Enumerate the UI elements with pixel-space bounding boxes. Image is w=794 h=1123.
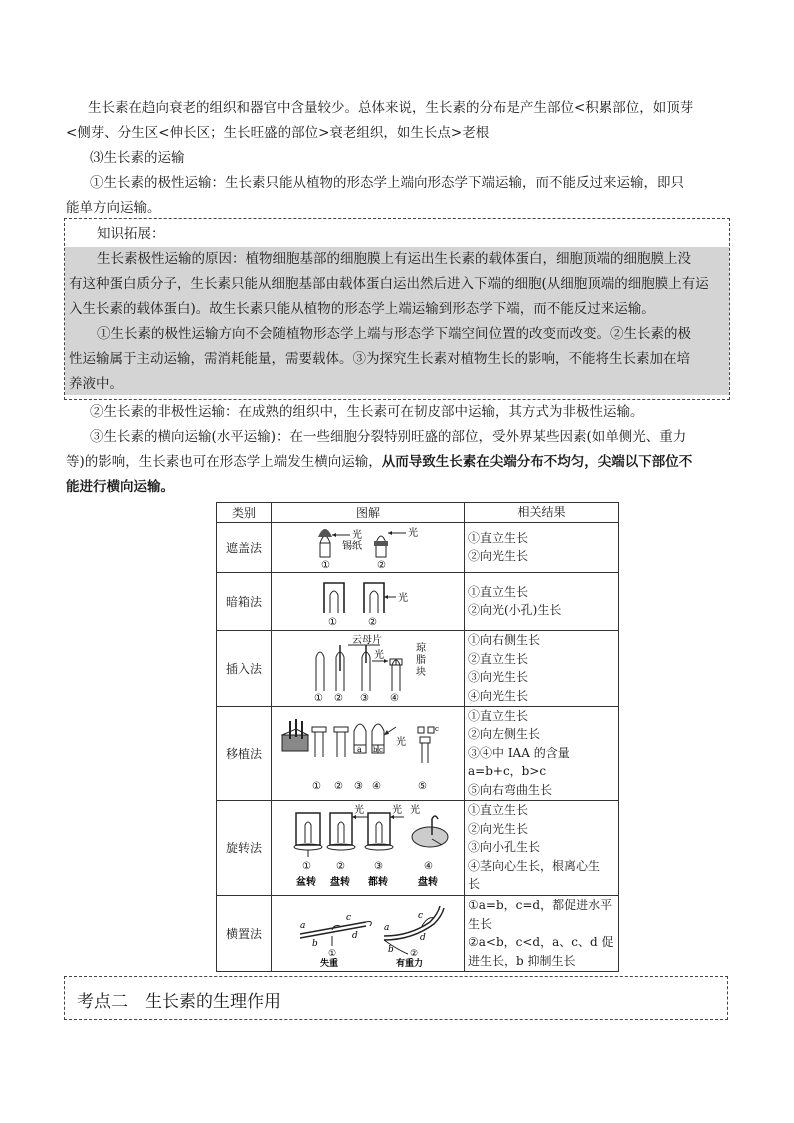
- light-label: 光: [396, 736, 406, 748]
- header-result: 相关结果: [465, 503, 619, 523]
- num-1: ①: [328, 616, 337, 627]
- transplant-diagram: [272, 707, 464, 797]
- category-cell: 暗箱法: [217, 572, 272, 630]
- num-2: ②: [377, 559, 386, 569]
- num-3: ③: [354, 780, 363, 792]
- point-b: b: [388, 944, 394, 955]
- rotate-label: 盆转: [296, 876, 316, 888]
- table-row: [217, 706, 619, 800]
- point-c: c: [418, 910, 424, 921]
- block-c: c: [379, 745, 383, 754]
- light-label: 光: [398, 592, 408, 604]
- lateral-line1: ③生长素的横向运输(水平运输)：在一些细胞分裂特别旺盛的部位，受外界某些因素(如单侧光、重力: [90, 429, 687, 445]
- result-line: ④茎向心生长，根离心生: [468, 858, 601, 873]
- result-line: ①向右侧生长: [468, 633, 541, 647]
- agar-label-2: 脂: [416, 654, 426, 666]
- lateral-line2: [66, 450, 728, 475]
- result-line: ④向光生长: [468, 688, 529, 703]
- num-4: ④: [424, 860, 433, 872]
- rotation-diagram: [272, 801, 464, 892]
- header-category: 类别: [217, 503, 272, 523]
- table-row: [217, 895, 619, 971]
- heading-transport: ⑶生长素的运输: [90, 150, 185, 166]
- covering-diagram: [272, 523, 464, 569]
- num-2: ②: [336, 860, 345, 872]
- result-line: ②向左侧生长: [468, 727, 541, 742]
- num-1: ①: [321, 559, 330, 569]
- table-row: [217, 800, 619, 895]
- table-row: [217, 522, 619, 572]
- result-cell: [465, 522, 619, 572]
- result-line: ③④中 IAA 的含量: [468, 745, 570, 760]
- num-2: ②: [368, 616, 377, 627]
- result-line: ②直立生长: [468, 651, 529, 666]
- agar-label-1: 琼: [416, 642, 426, 654]
- result-line: ①a=b，c=d，都促进水平: [468, 898, 613, 912]
- result-line: ⑤向右弯曲生长: [468, 782, 553, 797]
- point-d: d: [352, 930, 358, 941]
- num-1: ①: [314, 692, 323, 703]
- result-line: 进生长，b 抑制生长: [468, 953, 576, 968]
- rotate-label: 盘转: [330, 876, 350, 888]
- lateral-bold: 从而导致生长素在尖端分布不均匀，尖端以下部位不: [381, 454, 693, 470]
- light-label: 光: [408, 527, 418, 539]
- diagram-cell: [272, 630, 465, 706]
- num-1: ①: [328, 948, 337, 959]
- mica-label: 云母片: [352, 634, 382, 646]
- lateral-plain: 等)的影响，生长素也可在形态学上端发生横向运输，: [66, 454, 382, 470]
- result-line: ①直立生长: [468, 803, 529, 818]
- result-line: ③向光生长: [468, 670, 529, 684]
- num-2: ②: [334, 780, 343, 792]
- point-a: a: [384, 922, 390, 933]
- num-3: ③: [360, 692, 369, 703]
- polar-line1: ①生长素的极性运输：生长素只能从植物的形态学上端向形态学下端运输，而不能反过来运输，即只: [90, 175, 684, 191]
- diagram-cell: [272, 522, 465, 572]
- result-line: ③向小孔生长: [468, 840, 541, 855]
- table-row: [217, 572, 619, 630]
- horizontal-diagram: [272, 896, 464, 968]
- result-line: a=b+c，b>c: [468, 764, 547, 779]
- num-2: ②: [334, 692, 343, 703]
- diagram-cell: [272, 895, 465, 971]
- block-a: a: [357, 744, 362, 754]
- category-cell: 横置法: [217, 895, 272, 971]
- ext-line: 入生长素的载体蛋白)。故生长素只能从植物的形态学上端运输到形态学下端，而不能反过来运输。: [69, 301, 655, 317]
- light-label: 光: [354, 804, 364, 816]
- agar-label-3: 块: [416, 666, 426, 678]
- weightless-label: 失重: [320, 958, 339, 968]
- table-row: [217, 630, 619, 706]
- ext-line: ①生长素的极性运输方向不会随植物形态学上端与形态学下端空间位置的改变而改变。②生长素的极: [97, 326, 691, 342]
- result-line: 长: [468, 877, 481, 892]
- num-1: ①: [312, 780, 321, 792]
- rotate-label: 都转: [368, 876, 388, 888]
- result-cell: [465, 630, 619, 706]
- num-2: ②: [410, 948, 419, 959]
- block-b: b: [373, 745, 378, 754]
- ext-line: 养液中。: [69, 376, 123, 392]
- ext-line: 性运输属于主动运输，需消耗能量，需要载体。③为探究生长素对植物生长的影响，不能将生长素加在培: [69, 351, 690, 367]
- result-cell: [465, 800, 619, 895]
- category-cell: 旋转法: [217, 800, 272, 895]
- block-c2: c: [435, 724, 439, 733]
- result-line: ②a<b，c<d，a、c、d 促: [468, 935, 614, 949]
- knowledge-extension-box: [64, 218, 730, 400]
- result-line: ②向光生长: [468, 821, 529, 836]
- category-cell: 插入法: [217, 630, 272, 706]
- num-1: ①: [302, 860, 311, 872]
- section-title: 考点二 生长素的生理作用: [77, 992, 281, 1012]
- foil-label: 锡纸: [342, 540, 362, 552]
- ext-title: 知识拓展：: [97, 226, 165, 242]
- result-line: ②向光(小孔)生长: [468, 603, 562, 617]
- diagram-cell: [272, 800, 465, 895]
- insertion-diagram: [272, 631, 464, 703]
- point-a: a: [300, 920, 306, 931]
- ext-line: 生长素极性运输的原因：植物细胞基部的细胞膜上有运出生长素的载体蛋白，细胞顶端的细胞膜上没: [97, 251, 691, 267]
- result-line: ①直立生长: [468, 708, 529, 723]
- experiment-table: [216, 502, 619, 972]
- result-line: ①直立生长: [468, 584, 529, 599]
- point-b: b: [312, 938, 318, 949]
- light-label: 光: [392, 804, 402, 816]
- header-diagram: 图解: [272, 503, 465, 523]
- section-title-box: [64, 976, 728, 1020]
- ext-line: 有这种蛋白质分子，生长素只能从细胞基部由载体蛋白运出然后进入下端的细胞(从细胞顶端的细胞膜上有运: [69, 276, 709, 292]
- light-label: 光: [410, 804, 420, 816]
- nonpolar-transport: ②生长素的非极性运输：在成熟的组织中，生长素可在韧皮部中运输，其方式为非极性运输。: [90, 404, 644, 420]
- rotate-label: 盘转: [418, 876, 438, 888]
- lateral-line3: [66, 475, 728, 500]
- light-label: 光: [352, 529, 362, 541]
- table-header: [217, 503, 619, 523]
- diagram-cell: [272, 706, 465, 800]
- num-3: ③: [374, 860, 383, 872]
- result-cell: [465, 895, 619, 971]
- point-c: c: [346, 912, 352, 923]
- num-4: ④: [372, 780, 381, 792]
- lateral-bold-end: 能进行横向运输。: [66, 479, 174, 495]
- light-label: 光: [374, 649, 384, 661]
- diagram-cell: [272, 572, 465, 630]
- result-line: ①直立生长: [468, 530, 529, 545]
- result-cell: [465, 572, 619, 630]
- para1-line1: 生长素在趋向衰老的组织和器官中含量较少。总体来说，生长素的分布是产生部位<积累部位，如顶芽: [88, 100, 694, 116]
- point-d: d: [420, 932, 426, 943]
- polar-line2: 能单方向运输。: [66, 200, 161, 216]
- category-cell: 遮盖法: [217, 522, 272, 572]
- category-cell: 移植法: [217, 706, 272, 800]
- para1-line2: <侧芽、分生区<伸长区；生长旺盛的部位>衰老组织，如生长点>老根: [66, 125, 490, 141]
- result-line: 生长: [468, 916, 493, 931]
- gravity-label: 有重力: [396, 958, 424, 968]
- dark-box-diagram: [272, 573, 464, 627]
- result-line: ②向光生长: [468, 549, 529, 563]
- num-5: ⑤: [418, 780, 427, 792]
- result-cell: [465, 706, 619, 800]
- num-4: ④: [390, 692, 399, 703]
